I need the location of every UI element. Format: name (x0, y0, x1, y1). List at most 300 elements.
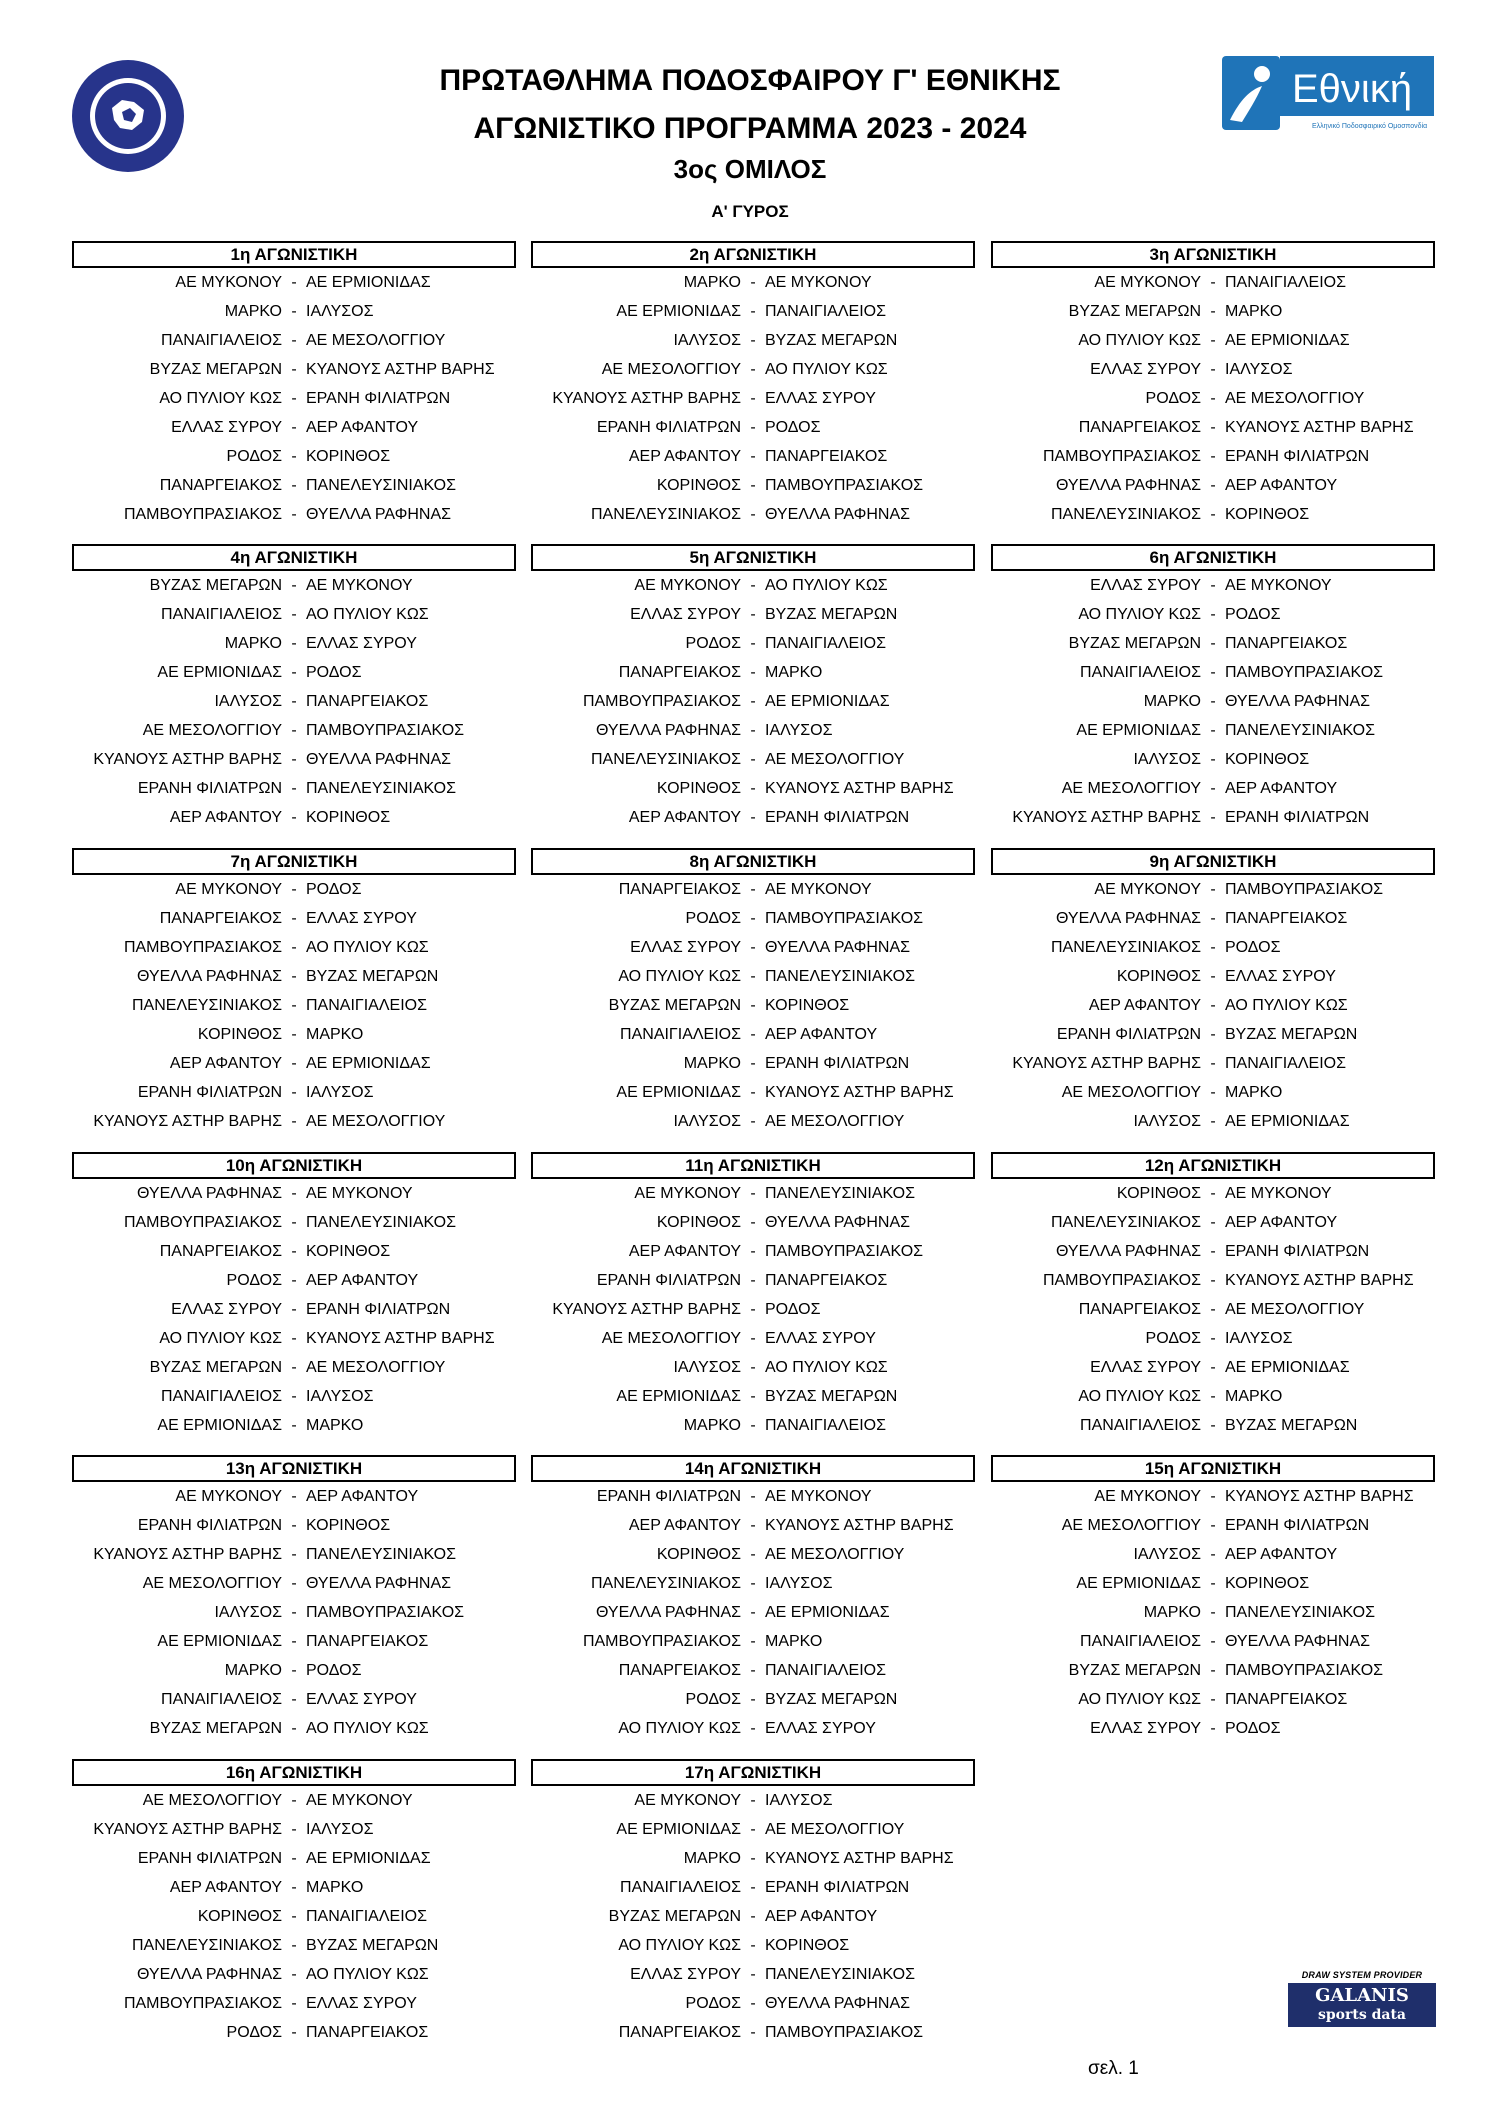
match-row (72, 355, 516, 384)
away-team: ΚΥΑΝΟΥΣ ΑΣΤΗΡ ΒΑΡΗΣ (306, 1330, 495, 1347)
home-team: ΜΑΡΚΟ (683, 1850, 741, 1867)
away-team: ΑΕ ΕΡΜΙΟΝΙΔΑΣ (306, 274, 431, 291)
match-separator: - (291, 1604, 297, 1621)
matchday-title: 16η ΑΓΩΝΙΣΤΙΚΗ (72, 1759, 516, 1786)
match-separator: - (291, 1243, 297, 1260)
match-separator: - (1210, 1084, 1216, 1101)
home-team: ΙΑΛΥΣΟΣ (214, 1604, 282, 1621)
away-team: ΠΑΝΕΛΕΥΣΙΝΙΑΚΟΣ (306, 780, 457, 797)
match-separator: - (1210, 1055, 1216, 1072)
home-team: ΑΕ ΜΥΚΟΝΟΥ (1094, 1488, 1201, 1505)
away-team: ΑΕ ΕΡΜΙΟΝΙΔΑΣ (306, 1850, 431, 1867)
home-team: ΑΕ ΕΡΜΙΟΝΙΔΑΣ (1076, 1575, 1201, 1592)
away-team: ΠΑΝΑΡΓΕΙΑΚΟΣ (306, 2024, 429, 2041)
match-row (531, 297, 975, 326)
away-team: ΚΟΡΙΝΘΟΣ (1225, 506, 1310, 523)
away-team: ΡΟΔΟΣ (765, 419, 821, 436)
match-separator: - (291, 303, 297, 320)
home-team: ΑΕ ΕΡΜΙΟΝΙΔΑΣ (616, 1821, 741, 1838)
match-row (531, 1902, 975, 1931)
match-separator: - (750, 1633, 756, 1650)
away-team: ΠΑΝΕΛΕΥΣΙΝΙΑΚΟΣ (306, 1546, 457, 1563)
home-team: ΚΥΑΝΟΥΣ ΑΣΤΗΡ ΒΑΡΗΣ (93, 1113, 282, 1130)
home-team: ΕΛΛΑΣ ΣΥΡΟΥ (630, 939, 741, 956)
match-separator: - (1210, 1720, 1216, 1737)
galanis-logo (1288, 1970, 1436, 2027)
match-separator: - (750, 1604, 756, 1621)
away-team: ΑΟ ΠΥΛΙΟΥ ΚΩΣ (306, 1720, 429, 1737)
away-team: ΚΟΡΙΝΘΟΣ (306, 448, 391, 465)
home-team: ΠΑΜΒΟΥΠΡΑΣΙΑΚΟΣ (1042, 448, 1201, 465)
ethniki-logo (1222, 56, 1436, 134)
match-separator: - (291, 1488, 297, 1505)
match-separator: - (1210, 1113, 1216, 1130)
home-team: ΠΑΝΑΡΓΕΙΑΚΟΣ (159, 910, 282, 927)
match-row (531, 745, 975, 774)
match-separator: - (291, 997, 297, 1014)
match-row (72, 442, 516, 471)
match-separator: - (750, 1243, 756, 1260)
match-separator: - (1210, 635, 1216, 652)
away-team: ΕΛΛΑΣ ΣΥΡΟΥ (306, 910, 417, 927)
matchday-title: 6η ΑΓΩΝΙΣΤΙΚΗ (991, 544, 1435, 571)
page-number: σελ. 1 (1088, 2058, 1139, 2079)
home-team: ΒΥΖΑΣ ΜΕΓΑΡΩΝ (1068, 1662, 1201, 1679)
match-row (531, 384, 975, 413)
matchday-block (531, 1455, 975, 1743)
home-team: ΚΟΡΙΝΘΟΣ (656, 1546, 741, 1563)
matchday-block (72, 1759, 516, 2047)
home-team: ΠΑΝΑΙΓΙΑΛΕΙΟΣ (161, 606, 282, 623)
away-team: ΜΑΡΚΟ (1225, 1388, 1283, 1405)
match-row (72, 1989, 516, 2018)
ethniki-sub-text: Ελληνικό Ποδοσφαιρικό Ομοσπονδία (1312, 123, 1428, 130)
match-separator: - (291, 419, 297, 436)
home-team: ΠΑΜΒΟΥΠΡΑΣΙΑΚΟΣ (1042, 1272, 1201, 1289)
match-separator: - (291, 1301, 297, 1318)
match-separator: - (291, 1084, 297, 1101)
away-team: ΠΑΝΑΙΓΙΑΛΕΙΟΣ (306, 997, 427, 1014)
match-row (72, 2018, 516, 2047)
match-row (991, 384, 1435, 413)
match-row (72, 1078, 516, 1107)
match-separator: - (291, 577, 297, 594)
away-team: ΠΑΝΑΡΓΕΙΑΚΟΣ (1225, 910, 1348, 927)
away-team: ΜΑΡΚΟ (765, 1633, 823, 1650)
match-separator: - (291, 1908, 297, 1925)
match-row (991, 1411, 1435, 1440)
away-team: ΡΟΔΟΣ (765, 1301, 821, 1318)
away-team: ΘΥΕΛΛΑ ΡΑΦΗΝΑΣ (306, 751, 452, 768)
home-team: ΑΕ ΕΡΜΙΟΝΙΔΑΣ (1076, 722, 1201, 739)
match-row (531, 1382, 975, 1411)
home-team: ΑΟ ΠΥΛΙΟΥ ΚΩΣ (618, 1720, 741, 1737)
away-team: ΕΛΛΑΣ ΣΥΡΟΥ (765, 1330, 876, 1347)
home-team: ΜΑΡΚΟ (683, 274, 741, 291)
match-row (72, 500, 516, 529)
home-team: ΠΑΝΑΙΓΙΑΛΕΙΟΣ (161, 332, 282, 349)
home-team: ΕΛΛΑΣ ΣΥΡΟΥ (1090, 577, 1201, 594)
home-team: ΕΛΛΑΣ ΣΥΡΟΥ (171, 1301, 282, 1318)
match-separator: - (291, 1113, 297, 1130)
match-separator: - (291, 1821, 297, 1838)
match-separator: - (1210, 722, 1216, 739)
home-team: ΡΟΔΟΣ (685, 1691, 741, 1708)
home-team: ΑΕ ΜΥΚΟΝΟΥ (634, 1792, 741, 1809)
home-team: ΠΑΜΒΟΥΠΡΑΣΙΑΚΟΣ (582, 693, 741, 710)
match-row (72, 471, 516, 500)
match-row (991, 904, 1435, 933)
match-row (991, 1382, 1435, 1411)
match-row (531, 1411, 975, 1440)
away-team: ΑΟ ΠΥΛΙΟΥ ΚΩΣ (765, 361, 888, 378)
match-row (531, 1627, 975, 1656)
match-row (991, 1627, 1435, 1656)
match-separator: - (1210, 1185, 1216, 1202)
away-team: ΠΑΝΑΙΓΙΑΛΕΙΟΣ (1225, 1055, 1346, 1072)
away-team: ΕΡΑΝΗ ΦΙΛΙΑΤΡΩΝ (306, 1301, 451, 1318)
matchday-title: 15η ΑΓΩΝΙΣΤΙΚΗ (991, 1455, 1435, 1482)
home-team: ΚΟΡΙΝΘΟΣ (656, 1214, 741, 1231)
home-team: ΘΥΕΛΛΑ ΡΑΦΗΝΑΣ (595, 1604, 741, 1621)
match-separator: - (291, 1026, 297, 1043)
match-row (72, 1873, 516, 1902)
match-row (531, 991, 975, 1020)
match-row (991, 991, 1435, 1020)
home-team: ΕΡΑΝΗ ΦΙΛΙΑΤΡΩΝ (596, 1488, 741, 1505)
home-team: ΒΥΖΑΣ ΜΕΓΑΡΩΝ (149, 1359, 282, 1376)
match-row (72, 268, 516, 297)
home-team: ΡΟΔΟΣ (226, 1272, 282, 1289)
away-team: ΕΛΛΑΣ ΣΥΡΟΥ (1225, 968, 1336, 985)
match-row (531, 1656, 975, 1685)
match-separator: - (291, 1546, 297, 1563)
match-row (72, 803, 516, 832)
matchday-block (991, 544, 1435, 832)
away-team: ΕΡΑΝΗ ΦΙΛΙΑΤΡΩΝ (1225, 1517, 1370, 1534)
matchday-title: 8η ΑΓΩΝΙΣΤΙΚΗ (531, 848, 975, 875)
matchday-block (72, 544, 516, 832)
home-team: ΠΑΜΒΟΥΠΡΑΣΙΑΚΟΣ (123, 506, 282, 523)
away-team: ΑΕ ΕΡΜΙΟΝΙΔΑΣ (765, 1604, 890, 1621)
away-team: ΑΕ ΜΕΣΟΛΟΓΓΙΟΥ (765, 1546, 905, 1563)
match-separator: - (1210, 809, 1216, 826)
home-team: ΑΕ ΜΥΚΟΝΟΥ (175, 881, 282, 898)
home-team: ΚΥΑΝΟΥΣ ΑΣΤΗΡ ΒΑΡΗΣ (1012, 1055, 1201, 1072)
match-separator: - (1210, 506, 1216, 523)
provider-caption: DRAW SYSTEM PROVIDER (1301, 1970, 1423, 1980)
away-team: ΑΕΡ ΑΦΑΝΤΟΥ (306, 1272, 419, 1289)
match-row (531, 1844, 975, 1873)
match-separator: - (750, 1662, 756, 1679)
match-row (531, 571, 975, 600)
home-team: ΑΟ ΠΥΛΙΟΥ ΚΩΣ (159, 390, 282, 407)
away-team: ΚΟΡΙΝΘΟΣ (306, 809, 391, 826)
away-team: ΑΕ ΜΥΚΟΝΟΥ (765, 1488, 872, 1505)
match-separator: - (750, 997, 756, 1014)
away-team: ΚΥΑΝΟΥΣ ΑΣΤΗΡ ΒΑΡΗΣ (1225, 419, 1414, 436)
match-row (991, 571, 1435, 600)
home-team: ΑΟ ΠΥΛΙΟΥ ΚΩΣ (618, 1937, 741, 1954)
match-separator: - (750, 1792, 756, 1809)
match-row (72, 962, 516, 991)
match-separator: - (291, 1359, 297, 1376)
away-team: ΡΟΔΟΣ (306, 881, 362, 898)
away-team: ΕΛΛΑΣ ΣΥΡΟΥ (306, 1995, 417, 2012)
match-separator: - (291, 606, 297, 623)
provider-sub: sports data (1317, 2007, 1406, 2023)
home-team: ΑΕ ΜΕΣΟΛΟΓΓΙΟΥ (601, 361, 741, 378)
match-row (531, 1482, 975, 1511)
match-row (72, 1786, 516, 1815)
away-team: ΠΑΜΒΟΥΠΡΑΣΙΑΚΟΣ (765, 2024, 924, 2041)
match-row (991, 1179, 1435, 1208)
home-team: ΕΡΑΝΗ ΦΙΛΙΑΤΡΩΝ (137, 780, 282, 797)
match-separator: - (1210, 1301, 1216, 1318)
home-team: ΑΟ ΠΥΛΙΟΥ ΚΩΣ (1078, 332, 1201, 349)
match-row (72, 716, 516, 745)
away-team: ΕΡΑΝΗ ΦΙΛΙΑΤΡΩΝ (1225, 1243, 1370, 1260)
home-team: ΜΑΡΚΟ (683, 1417, 741, 1434)
match-separator: - (750, 606, 756, 623)
home-team: ΚΟΡΙΝΘΟΣ (1116, 968, 1201, 985)
home-team: ΠΑΝΑΡΓΕΙΑΚΟΣ (618, 1662, 741, 1679)
home-team: ΕΡΑΝΗ ΦΙΛΙΑΤΡΩΝ (137, 1850, 282, 1867)
match-separator: - (291, 1691, 297, 1708)
home-team: ΠΑΝΕΛΕΥΣΙΝΙΑΚΟΣ (131, 1937, 282, 1954)
match-separator: - (291, 693, 297, 710)
home-team: ΜΑΡΚΟ (224, 1662, 282, 1679)
home-team: ΑΕ ΜΕΣΟΛΟΓΓΙΟΥ (1061, 1084, 1201, 1101)
away-team: ΚΟΡΙΝΘΟΣ (306, 1517, 391, 1534)
home-team: ΘΥΕΛΛΑ ΡΑΦΗΝΑΣ (1055, 477, 1201, 494)
home-team: ΑΕ ΜΕΣΟΛΟΓΓΙΟΥ (142, 722, 282, 739)
home-team: ΠΑΝΑΙΓΙΑΛΕΙΟΣ (1080, 664, 1201, 681)
round-title: Α' ΓΥΡΟΣ (711, 202, 789, 221)
matchday-block (531, 848, 975, 1136)
match-row (531, 875, 975, 904)
away-team: ΑΕ ΜΕΣΟΛΟΓΓΙΟΥ (306, 1113, 446, 1130)
match-separator: - (1210, 577, 1216, 594)
home-team: ΚΟΡΙΝΘΟΣ (1116, 1185, 1201, 1202)
away-team: ΕΛΛΑΣ ΣΥΡΟΥ (306, 635, 417, 652)
match-separator: - (1210, 1388, 1216, 1405)
match-separator: - (750, 780, 756, 797)
match-separator: - (1210, 910, 1216, 927)
match-separator: - (750, 968, 756, 985)
away-team: ΠΑΝΑΡΓΕΙΑΚΟΣ (306, 1633, 429, 1650)
match-row (991, 1569, 1435, 1598)
home-team: ΚΥΑΝΟΥΣ ΑΣΤΗΡ ΒΑΡΗΣ (552, 1301, 741, 1318)
match-row (72, 904, 516, 933)
away-team: ΒΥΖΑΣ ΜΕΓΑΡΩΝ (1225, 1417, 1358, 1434)
match-row (531, 471, 975, 500)
match-row (531, 1540, 975, 1569)
away-team: ΒΥΖΑΣ ΜΕΓΑΡΩΝ (306, 968, 439, 985)
home-team: ΜΑΡΚΟ (224, 303, 282, 320)
match-row (991, 1295, 1435, 1324)
match-separator: - (1210, 1359, 1216, 1376)
away-team: ΜΑΡΚΟ (765, 664, 823, 681)
away-team: ΠΑΝΕΛΕΥΣΙΝΙΑΚΟΣ (765, 1185, 916, 1202)
home-team: ΜΑΡΚΟ (1143, 693, 1201, 710)
match-separator: - (750, 274, 756, 291)
match-separator: - (291, 2024, 297, 2041)
away-team: ΑΕΡ ΑΦΑΝΤΟΥ (1225, 1546, 1338, 1563)
home-team: ΚΥΑΝΟΥΣ ΑΣΤΗΡ ΒΑΡΗΣ (1012, 809, 1201, 826)
match-separator: - (750, 1272, 756, 1289)
match-row (991, 1656, 1435, 1685)
matchday-block (531, 1759, 975, 2047)
match-separator: - (750, 1185, 756, 1202)
away-team: ΑΕ ΜΕΣΟΛΟΓΓΙΟΥ (1225, 390, 1365, 407)
away-team: ΜΑΡΚΟ (306, 1417, 364, 1434)
matchday-block (991, 241, 1435, 529)
match-separator: - (291, 910, 297, 927)
away-team: ΘΥΕΛΛΑ ΡΑΦΗΝΑΣ (765, 939, 911, 956)
away-team: ΘΥΕΛΛΑ ΡΑΦΗΝΑΣ (765, 1214, 911, 1231)
match-row (531, 716, 975, 745)
away-team: ΑΕΡ ΑΦΑΝΤΟΥ (306, 419, 419, 436)
match-separator: - (291, 477, 297, 494)
home-team: ΑΕ ΜΥΚΟΝΟΥ (1094, 881, 1201, 898)
match-row (72, 1107, 516, 1136)
home-team: ΘΥΕΛΛΑ ΡΑΦΗΝΑΣ (595, 722, 741, 739)
match-separator: - (750, 1359, 756, 1376)
home-team: ΕΡΑΝΗ ΦΙΛΙΑΤΡΩΝ (596, 1272, 741, 1289)
home-team: ΑΕ ΜΥΚΟΝΟΥ (175, 274, 282, 291)
match-row (991, 500, 1435, 529)
away-team: ΒΥΖΑΣ ΜΕΓΑΡΩΝ (765, 1388, 898, 1405)
match-row (991, 1598, 1435, 1627)
home-team: ΜΑΡΚΟ (1143, 1604, 1201, 1621)
match-row (72, 1714, 516, 1743)
home-team: ΑΕ ΕΡΜΙΟΝΙΔΑΣ (157, 1633, 282, 1650)
matchday-title: 2η ΑΓΩΝΙΣΤΙΚΗ (531, 241, 975, 268)
home-team: ΠΑΝΑΡΓΕΙΑΚΟΣ (618, 664, 741, 681)
home-team: ΑΕΡ ΑΦΑΝΤΟΥ (169, 1879, 282, 1896)
match-separator: - (291, 1055, 297, 1072)
home-team: ΡΟΔΟΣ (226, 2024, 282, 2041)
match-row (72, 1685, 516, 1714)
match-row (531, 1020, 975, 1049)
match-row (72, 1815, 516, 1844)
ethniki-brand-text: Εθνική (1292, 67, 1413, 111)
away-team: ΑΟ ΠΥΛΙΟΥ ΚΩΣ (306, 939, 429, 956)
match-separator: - (750, 1720, 756, 1737)
away-team: ΑΕ ΕΡΜΙΟΝΙΔΑΣ (1225, 1113, 1350, 1130)
match-row (991, 1078, 1435, 1107)
match-separator: - (750, 390, 756, 407)
match-row (991, 297, 1435, 326)
away-team: ΠΑΝΑΡΓΕΙΑΚΟΣ (1225, 1691, 1348, 1708)
home-team: ΚΟΡΙΝΘΟΣ (197, 1908, 282, 1925)
away-team: ΚΟΡΙΝΘΟΣ (1225, 751, 1310, 768)
match-separator: - (1210, 997, 1216, 1014)
home-team: ΑΕΡ ΑΦΑΝΤΟΥ (1088, 997, 1201, 1014)
match-separator: - (291, 1995, 297, 2012)
match-separator: - (1210, 361, 1216, 378)
home-team: ΑΕΡ ΑΦΑΝΤΟΥ (169, 809, 282, 826)
away-team: ΘΥΕΛΛΑ ΡΑΦΗΝΑΣ (306, 506, 452, 523)
away-team: ΑΕ ΜΥΚΟΝΟΥ (1225, 577, 1332, 594)
match-row (72, 1324, 516, 1353)
match-separator: - (1210, 939, 1216, 956)
match-separator: - (1210, 881, 1216, 898)
match-separator: - (750, 361, 756, 378)
match-row (72, 1511, 516, 1540)
match-separator: - (1210, 693, 1216, 710)
home-team: ΑΟ ΠΥΛΙΟΥ ΚΩΣ (1078, 1388, 1201, 1405)
home-team: ΑΕ ΕΡΜΙΟΝΙΔΑΣ (157, 1417, 282, 1434)
matchday-title: 5η ΑΓΩΝΙΣΤΙΚΗ (531, 544, 975, 571)
away-team: ΠΑΜΒΟΥΠΡΑΣΙΑΚΟΣ (1225, 664, 1384, 681)
match-separator: - (1210, 1517, 1216, 1534)
home-team: ΠΑΝΑΡΓΕΙΑΚΟΣ (1078, 1301, 1201, 1318)
away-team: ΑΕ ΜΥΚΟΝΟΥ (765, 274, 872, 291)
home-team: ΡΟΔΟΣ (685, 1995, 741, 2012)
away-team: ΡΟΔΟΣ (1225, 606, 1281, 623)
away-team: ΕΡΑΝΗ ΦΙΛΙΑΤΡΩΝ (306, 390, 451, 407)
match-row (991, 268, 1435, 297)
match-row (991, 1685, 1435, 1714)
match-separator: - (1210, 1488, 1216, 1505)
match-row (991, 1482, 1435, 1511)
home-team: ΡΟΔΟΣ (685, 635, 741, 652)
away-team: ΑΕ ΜΕΣΟΛΟΓΓΙΟΥ (765, 1821, 905, 1838)
home-team: ΡΟΔΟΣ (1145, 390, 1201, 407)
away-team: ΜΑΡΚΟ (1225, 303, 1283, 320)
away-team: ΕΡΑΝΗ ΦΙΛΙΑΤΡΩΝ (1225, 448, 1370, 465)
away-team: ΑΕ ΕΡΜΙΟΝΙΔΑΣ (1225, 332, 1350, 349)
match-separator: - (750, 1084, 756, 1101)
match-separator: - (750, 1546, 756, 1563)
match-separator: - (750, 693, 756, 710)
home-team: ΑΕ ΜΕΣΟΛΟΓΓΙΟΥ (142, 1792, 282, 1809)
match-separator: - (1210, 1546, 1216, 1563)
home-team: ΠΑΝΑΡΓΕΙΑΚΟΣ (618, 2024, 741, 2041)
home-team: ΕΛΛΑΣ ΣΥΡΟΥ (171, 419, 282, 436)
match-separator: - (750, 1055, 756, 1072)
home-team: ΠΑΝΑΡΓΕΙΑΚΟΣ (159, 1243, 282, 1260)
matchday-title: 10η ΑΓΩΝΙΣΤΙΚΗ (72, 1152, 516, 1179)
match-row (991, 1237, 1435, 1266)
away-team: ΠΑΝΕΛΕΥΣΙΝΙΑΚΟΣ (306, 477, 457, 494)
home-team: ΠΑΜΒΟΥΠΡΑΣΙΑΚΟΣ (582, 1633, 741, 1650)
match-separator: - (291, 968, 297, 985)
match-separator: - (750, 1691, 756, 1708)
away-team: ΙΑΛΥΣΟΣ (306, 1084, 374, 1101)
away-team: ΒΥΖΑΣ ΜΕΓΑΡΩΝ (765, 332, 898, 349)
match-row (531, 413, 975, 442)
match-row (531, 629, 975, 658)
matchday-title: 3η ΑΓΩΝΙΣΤΙΚΗ (991, 241, 1435, 268)
away-team: ΕΡΑΝΗ ΦΙΛΙΑΤΡΩΝ (1225, 809, 1370, 826)
match-separator: - (750, 809, 756, 826)
match-separator: - (291, 664, 297, 681)
match-separator: - (1210, 390, 1216, 407)
match-row (531, 442, 975, 471)
match-row (72, 1208, 516, 1237)
match-row (72, 326, 516, 355)
home-team: ΠΑΝΑΡΓΕΙΑΚΟΣ (618, 881, 741, 898)
away-team: ΕΡΑΝΗ ΦΙΛΙΑΤΡΩΝ (765, 1055, 910, 1072)
home-team: ΜΑΡΚΟ (224, 635, 282, 652)
match-separator: - (291, 751, 297, 768)
away-team: ΠΑΜΒΟΥΠΡΑΣΙΑΚΟΣ (1225, 881, 1384, 898)
away-team: ΕΛΛΑΣ ΣΥΡΟΥ (765, 1720, 876, 1737)
match-separator: - (1210, 274, 1216, 291)
